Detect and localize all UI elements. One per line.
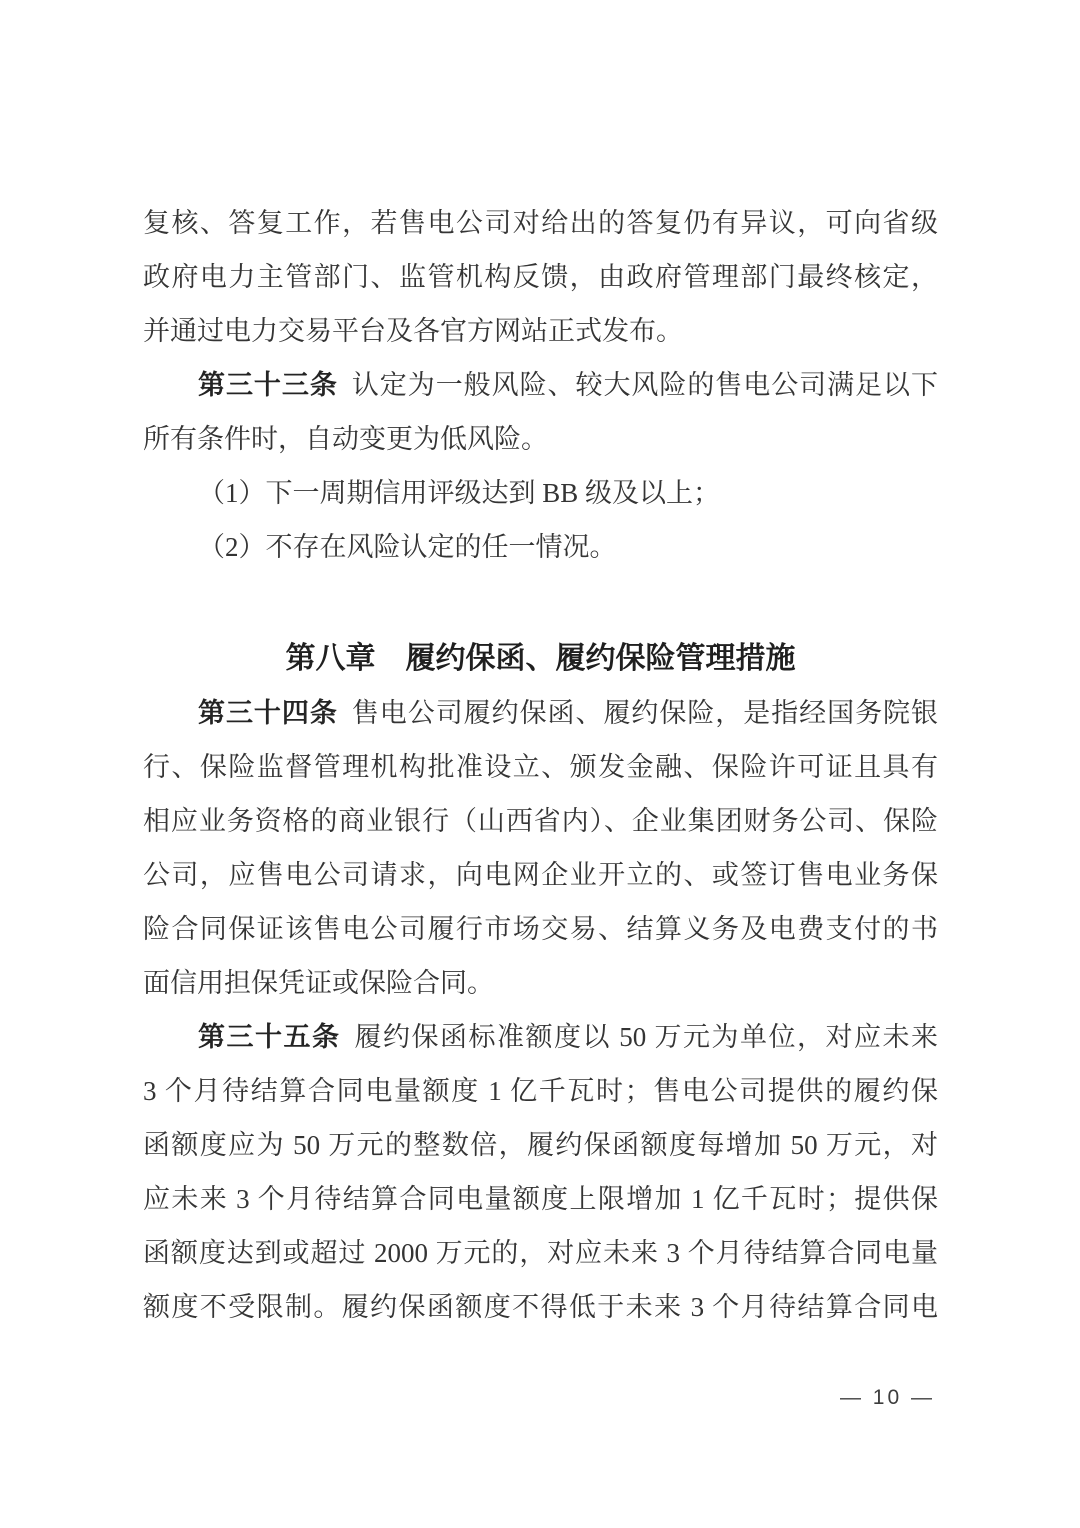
text-line: 3 个月待结算合同电量额度 1 亿千瓦时；售电公司提供的履约保 <box>143 1076 938 1106</box>
text-line: 相应业务资格的商业银行（山西省内）、企业集团财务公司、保险 <box>143 806 938 836</box>
text-line: 并通过电力交易平台及各官方网站正式发布。 <box>143 316 683 346</box>
text-column <box>143 196 938 1334</box>
chapter-heading: 第八章 履约保函、履约保险管理措施 <box>285 642 796 675</box>
text-line <box>143 1010 938 1064</box>
text-line: 险合同保证该售电公司履行市场交易、结算义务及电费支付的书 <box>143 914 938 944</box>
article-text: 认定为一般风险、较大风险的售电公司满足以下 <box>351 370 938 400</box>
list-item: （1）下一周期信用评级达到 BB 级及以上； <box>198 478 721 508</box>
text-line: 额度不受限制。履约保函额度不得低于未来 3 个月待结算合同电 <box>143 1292 938 1322</box>
text-line: 函额度应为 50 万元的整数倍，履约保函额度每增加 50 万元，对 <box>143 1130 938 1160</box>
list-item: （2）不存在风险认定的任一情况。 <box>198 532 617 562</box>
text-line: 函额度达到或超过 2000 万元的，对应未来 3 个月待结算合同电量 <box>143 1238 938 1268</box>
text-line: 复核、答复工作，若售电公司对给出的答复仍有异议，可向省级 <box>143 208 938 238</box>
text-line: 应未来 3 个月待结算合同电量额度上限增加 1 亿千瓦时；提供保 <box>143 1184 938 1214</box>
text-line: 面信用担保凭证或保险合同。 <box>143 968 494 998</box>
article-text: 履约保函标准额度以 50 万元为单位，对应未来 <box>354 1022 938 1052</box>
article-number: 第三十五条 <box>198 1022 341 1052</box>
page-number: — 10 — <box>839 1386 935 1409</box>
article-number: 第三十三条 <box>198 370 338 400</box>
text-line <box>143 686 938 740</box>
text-line: 政府电力主管部门、监管机构反馈，由政府管理部门最终核定， <box>143 262 938 292</box>
text-line: 行、保险监督管理机构批准设立、颁发金融、保险许可证且具有 <box>143 752 938 782</box>
article-number: 第三十四条 <box>198 698 338 728</box>
article-text: 售电公司履约保函、履约保险，是指经国务院银 <box>351 698 938 728</box>
text-line: 所有条件时，自动变更为低风险。 <box>143 424 548 454</box>
section-gap <box>143 574 938 632</box>
text-line: 公司，应售电公司请求，向电网企业开立的、或签订售电业务保 <box>143 860 938 890</box>
text-line <box>143 358 938 412</box>
